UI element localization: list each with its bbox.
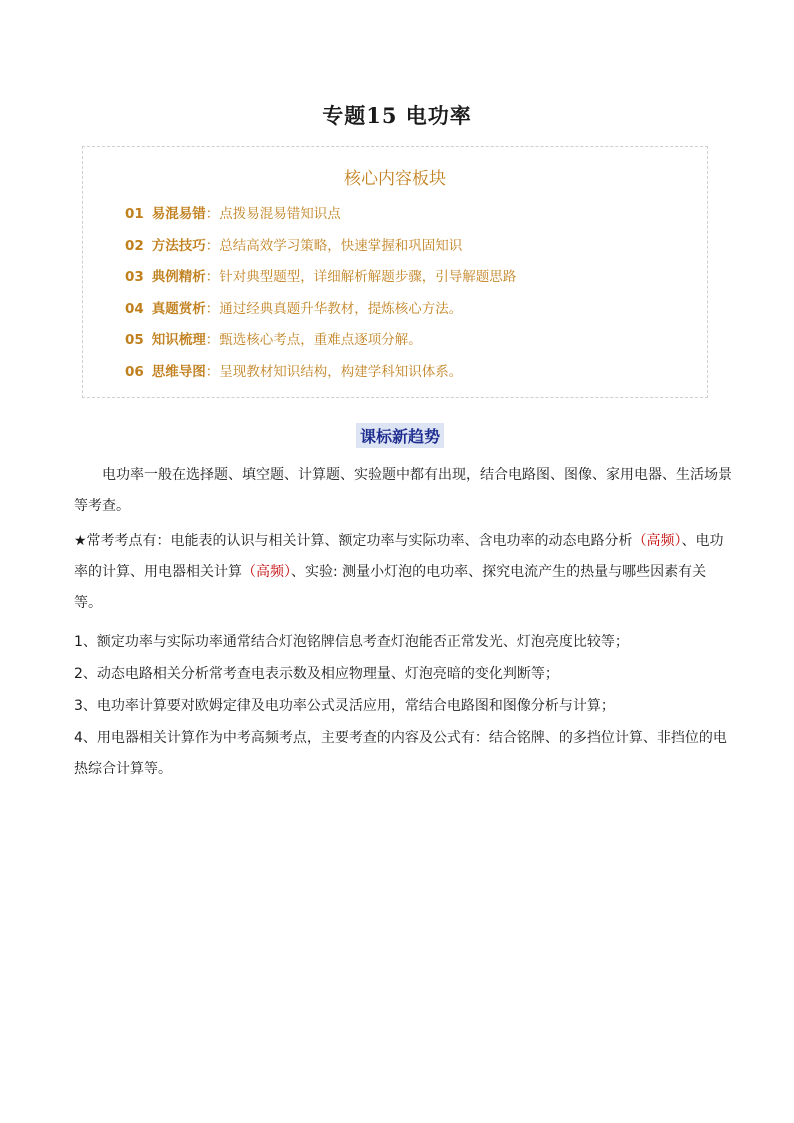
point-2: 2、动态电路相关分析常考查电表示数及相应物理量、灯泡亮暗的变化判断等； (74, 666, 559, 682)
core-content-heading: 核心内容板块 (344, 169, 446, 189)
core-item-02 (125, 234, 516, 266)
core-content-list (125, 202, 516, 391)
point-1: 1、额定功率与实际功率通常结合灯泡铭牌信息考查灯泡能否正常发光、灯泡亮度比较等； (74, 634, 629, 650)
core-item-03 (125, 265, 516, 297)
high-frequency-tag: （高频） (242, 564, 291, 580)
key-points-text: 、实验: 测量小灯泡的电功率、探究电流产生的热量与哪些因素有关等。 (74, 564, 707, 611)
core-item-06 (125, 360, 516, 392)
high-frequency-tag: （高频） (632, 533, 682, 549)
key-points-paragraph (74, 526, 734, 619)
key-points-text: 、电功率的计算、用电器相关计算 (74, 533, 724, 580)
core-item-01 (125, 202, 516, 234)
trend-intro-paragraph: 电功率一般在选择题、填空题、计算题、实验题中都有出现，结合电路图、图像、家用电器、生活场景等考查。 (74, 467, 732, 514)
core-item-desc: ：甄选核心考点，重难点逐项分解。 (205, 332, 422, 348)
core-item-number: 04 (125, 300, 144, 317)
section-heading-trend: 课标新趋势 (356, 423, 444, 448)
core-content-box (82, 146, 708, 398)
core-item-desc: ：总结高效学习策略，快速掌握和巩固知识 (205, 237, 463, 254)
core-item-desc: ：呈现教材知识结构，构建学科知识体系。 (205, 363, 463, 380)
core-item-label: 方法技巧 (151, 237, 206, 254)
core-item-04 (125, 297, 516, 329)
core-item-desc: ：针对典型题型，详细解析解题步骤，引导解题思路 (205, 269, 517, 285)
core-item-desc: ：点拨易混易错知识点 (205, 206, 341, 222)
core-item-desc: ：通过经典真题升华教材，提炼核心方法。 (205, 300, 463, 317)
core-item-label: 典例精析 (151, 269, 206, 285)
point-4: 4、用电器相关计算作为中考高频考点，主要考查的内容及公式有：结合铭牌、的多挡位计算、非挡位的电热综合计算等。 (74, 730, 727, 777)
core-item-number: 06 (125, 363, 144, 380)
key-points-text: ★常考考点有：电能表的认识与相关计算、额定功率与实际功率、含电功率的动态电路分析 (74, 533, 633, 549)
core-item-number: 05 (125, 332, 144, 348)
core-item-label: 知识梳理 (151, 332, 206, 348)
point-3: 3、电功率计算要对欧姆定律及电功率公式灵活应用，常结合电路图和图像分析与计算； (74, 698, 615, 714)
core-item-number: 01 (125, 206, 144, 222)
core-item-05 (125, 328, 516, 360)
core-item-number: 03 (125, 269, 144, 285)
core-item-label: 真题赏析 (151, 300, 206, 317)
core-item-label: 易混易错 (151, 206, 206, 222)
core-item-label: 思维导图 (151, 363, 206, 380)
page-title: 专题15 电功率 (322, 103, 472, 128)
core-item-number: 02 (125, 237, 144, 254)
